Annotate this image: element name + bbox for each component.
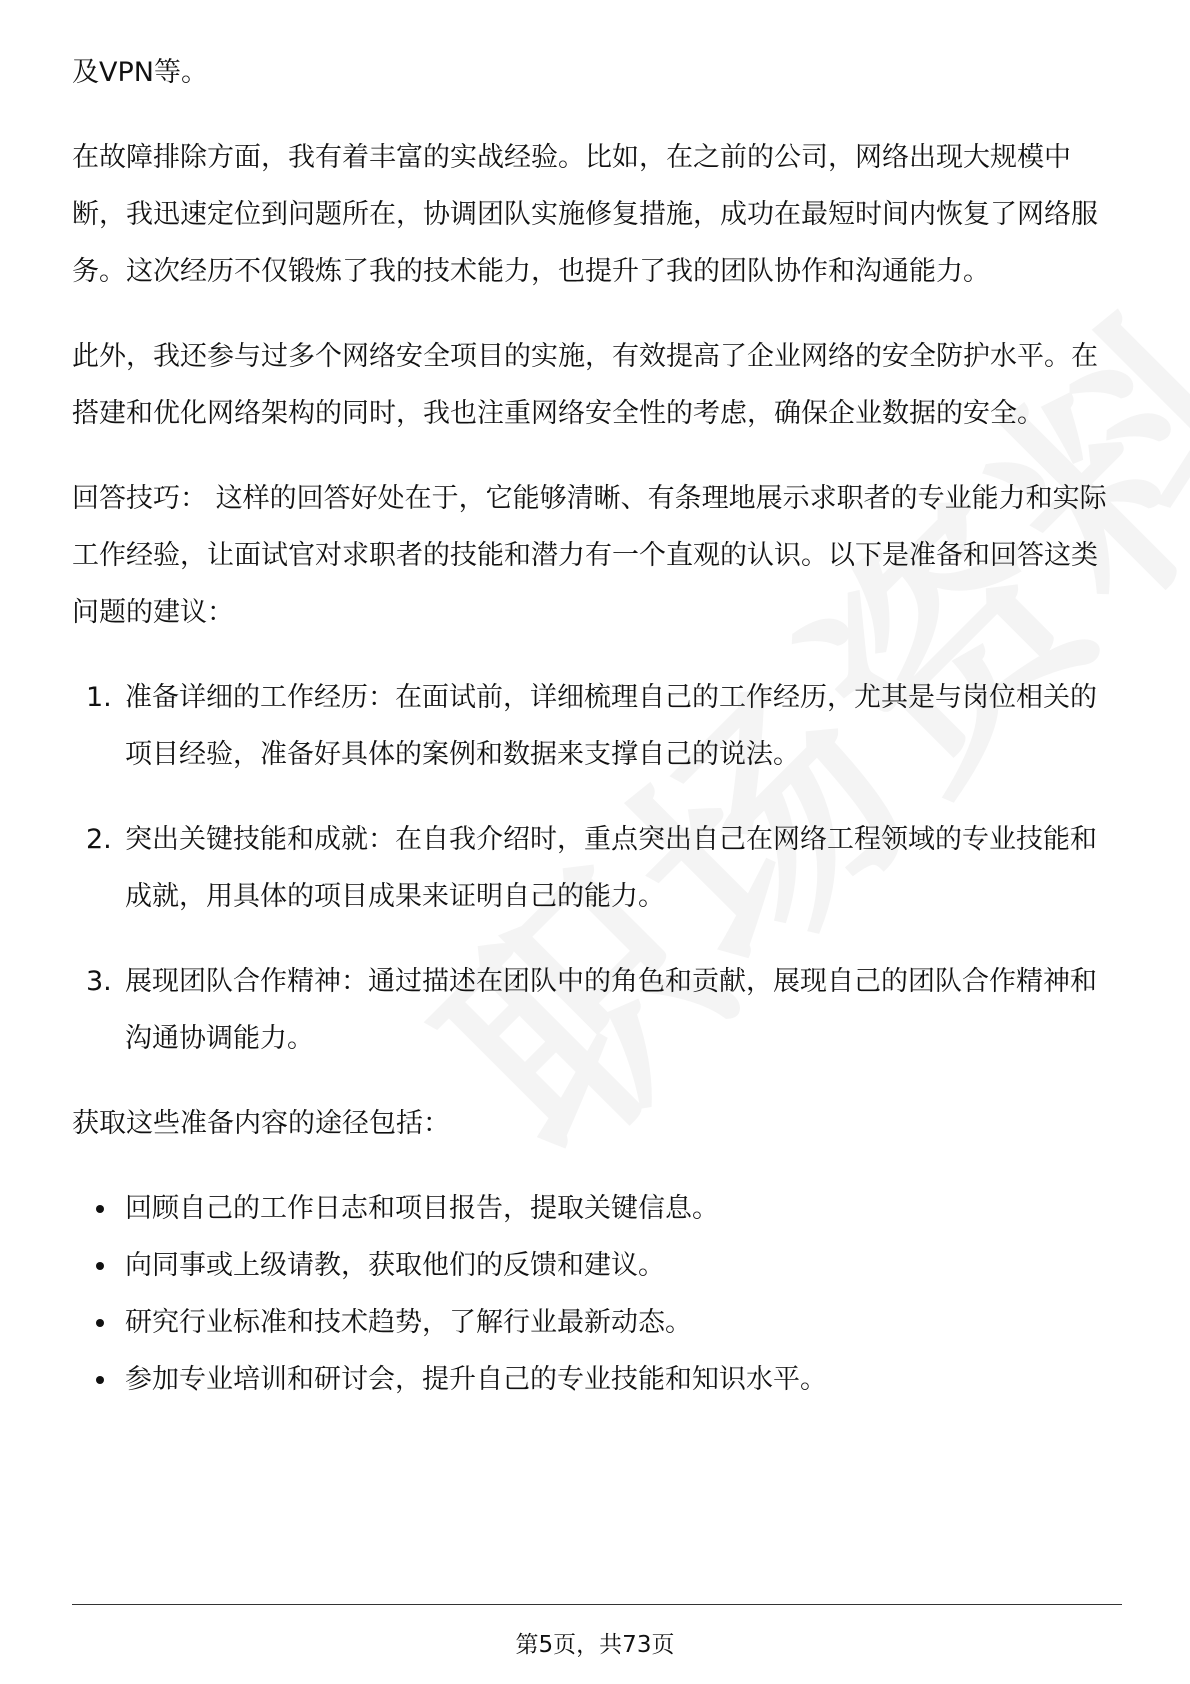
ways-text: 向同事或上级请教，获取他们的反馈和建议。 [125,1250,665,1281]
paragraph-answer-tips: 回答技巧： 这样的回答好处在于，它能够清晰、有条理地展示求职者的专业能力和实际工作经验，让面试官对求职者的技能和潜力有一个直观的认识。以下是准备和回答这类问题的建议： [72,483,1107,628]
ways-item [72,1237,1122,1294]
bullet-icon [96,1205,104,1213]
ways-item [72,1351,1122,1408]
suggestion-number: 1. [86,682,112,713]
ways-text: 回顾自己的工作日志和项目报告，提取关键信息。 [125,1193,719,1224]
suggestion-list [72,669,1122,1067]
bullet-icon [96,1262,104,1270]
suggestion-item [72,669,1122,783]
document-body [72,44,1122,1408]
suggestion-text: 突出关键技能和成就：在自我介绍时，重点突出自己在网络工程领域的专业技能和成就，用具体的项目成果来证明自己的能力。 [125,824,1097,912]
ways-list [72,1180,1122,1408]
footer-divider [72,1604,1122,1605]
ways-text: 参加专业培训和研讨会，提升自己的专业技能和知识水平。 [125,1364,827,1395]
paragraph-vpn: 及VPN等。 [72,57,208,88]
ways-text: 研究行业标准和技术趋势，了解行业最新动态。 [125,1307,692,1338]
bullet-icon [96,1319,104,1327]
suggestion-number: 2. [86,824,112,855]
paragraph-ways-intro: 获取这些准备内容的途径包括： [72,1108,450,1139]
page-number: 第5页，共73页 [515,1632,675,1658]
suggestion-text: 准备详细的工作经历：在面试前，详细梳理自己的工作经历，尤其是与岗位相关的项目经验，准备好具体的案例和数据来支撑自己的说法。 [125,682,1097,770]
suggestion-number: 3. [86,966,112,997]
suggestion-text: 展现团队合作精神：通过描述在团队中的角色和贡献，展现自己的团队合作精神和沟通协调能力。 [125,966,1097,1054]
paragraph-security: 此外，我还参与过多个网络安全项目的实施，有效提高了企业网络的安全防护水平。在搭建和优化网络架构的同时，我也注重网络安全性的考虑，确保企业数据的安全。 [72,341,1098,429]
ways-item [72,1294,1122,1351]
paragraph-troubleshooting: 在故障排除方面，我有着丰富的实战经验。比如，在之前的公司，网络出现大规模中断，我迅速定位到问题所在，协调团队实施修复措施，成功在最短时间内恢复了网络服务。这次经历不仅锻炼了我的技术能力，也提升了我的团队协作和沟通能力。 [72,142,1098,287]
suggestion-item [72,811,1122,925]
bullet-icon [96,1376,104,1384]
suggestion-item [72,953,1122,1067]
ways-item [72,1180,1122,1237]
